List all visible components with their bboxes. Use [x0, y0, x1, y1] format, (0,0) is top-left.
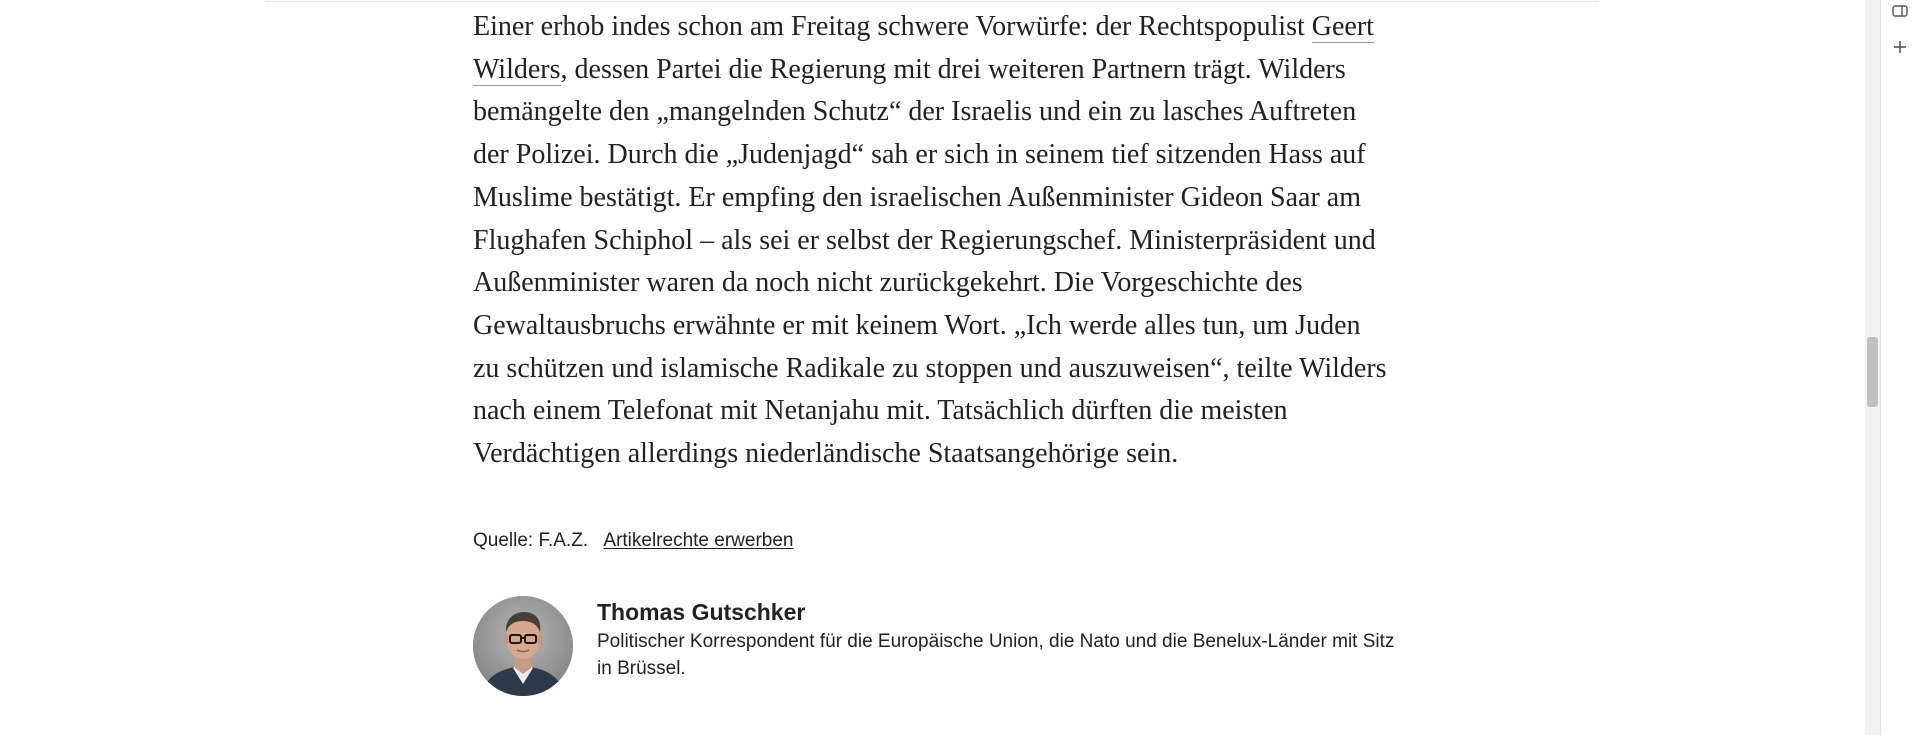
article-content [473, 0, 1395, 679]
source-label: Quelle: F.A.Z. [473, 530, 589, 551]
plus-icon[interactable] [1891, 38, 1909, 56]
sidebar-toggle-icon [1891, 2, 1909, 20]
page-scrollbar[interactable] [1865, 0, 1880, 735]
author-portrait-icon [473, 596, 573, 696]
paragraph-text-start: Einer erhob indes schon am Freitag schwere Vorwürfe: der Rechtspopulist [473, 11, 1312, 42]
article-paragraph [473, 0, 1393, 476]
browser-side-panel [1880, 0, 1919, 735]
geert-wilders-link[interactable]: Geert Wilders [473, 11, 1374, 85]
author-info [597, 596, 1397, 682]
scrollbar-thumb[interactable] [1867, 337, 1878, 407]
sidebar-icon[interactable] [1891, 2, 1909, 20]
article-rights-link[interactable]: Artikelrechte erwerben [603, 530, 794, 551]
author-avatar[interactable] [473, 596, 573, 696]
author-description: Politischer Korrespondent für die Europäische Union, die Nato und die Benelux-Länder mit Sitz in Brüssel. [597, 631, 1395, 679]
author-box [473, 596, 1393, 696]
paragraph-text-end: , dessen Partei die Regierung mit drei weiteren Partnern trägt. Wilders bemängelte den „mangelnden Schutz“ der Israelis und ein zu lasches Auftreten der Polizei. Durch die „Judenjagd“ sah er sich in seinem tief sitzenden Hass auf Muslime bestätigt. Er empfing den israelischen Außenminister Gideon Saar am Flughafen Schiphol – als sei er selbst der Regierungschef. Ministerpräsident und Außenminister waren da noch nicht zurückgekehrt. Die Vorgeschichte des Gewaltausbruchs erwähnte er mit keinem Wort. „Ich werde alles tun, um Juden zu schützen und islamische Radikale zu stoppen und auszuweisen“, teilte Wilders nach einem Telefonat mit Netanjahu mit. Tatsächlich dürften die meisten Verdächtigen allerdings niederländische Staatsangehörige sein. [473, 53, 1387, 470]
add-icon [1891, 38, 1909, 56]
article-source [473, 530, 793, 552]
author-name[interactable]: Thomas Gutschker [597, 599, 806, 625]
